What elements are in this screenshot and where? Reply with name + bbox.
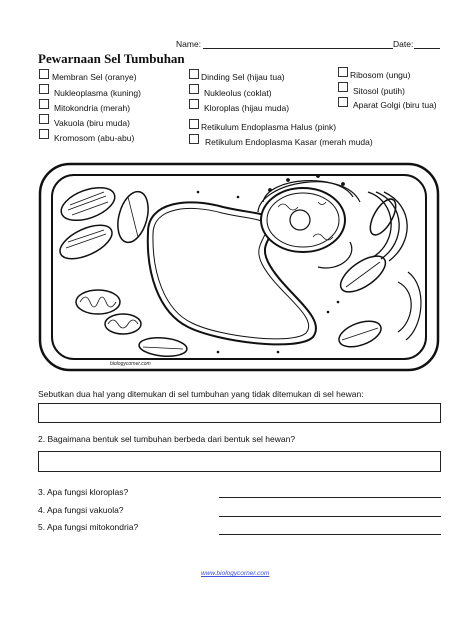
checkbox-nukleolus[interactable] — [189, 84, 199, 94]
diagram-watermark: biologycorner.com — [110, 361, 151, 367]
question-4: 4. Apa fungsi vakuola? — [38, 505, 124, 515]
legend-label: Nukleoplasma (kuning) — [54, 88, 141, 98]
checkbox-nukleoplasma[interactable] — [39, 84, 49, 94]
checkbox-dinding-sel[interactable] — [189, 69, 199, 79]
checkbox-mitokondria[interactable] — [39, 99, 49, 109]
legend-label: Sitosol (putih) — [353, 86, 405, 96]
checkbox-membran-sel[interactable] — [39, 69, 49, 79]
answer-line-3[interactable] — [219, 497, 441, 498]
question-3: 3. Apa fungsi kloroplas? — [38, 487, 129, 497]
legend-label: Retikulum Endoplasma Halus (pink) — [201, 122, 337, 132]
checkbox-re-kasar[interactable] — [189, 134, 199, 144]
question-2: 2. Bagaimana bentuk sel tumbuhan berbeda dari bentuk sel hewan? — [38, 434, 296, 444]
legend-label: Vakuola (biru muda) — [54, 118, 130, 128]
checkbox-aparat-golgi[interactable] — [338, 97, 348, 107]
legend-label: Mitokondria (merah) — [54, 103, 131, 113]
question-5: 5. Apa fungsi mitokondria? — [38, 522, 139, 532]
mitochondrion — [105, 314, 141, 334]
date-label: Date: — [393, 39, 414, 49]
checkbox-re-halus[interactable] — [189, 119, 199, 129]
legend-label: Retikulum Endoplasma Kasar (merah muda) — [205, 137, 373, 147]
date-field[interactable] — [414, 48, 440, 49]
legend-label: Nukleolus (coklat) — [204, 88, 272, 98]
nucleus — [261, 188, 345, 252]
legend-label: Kromosom (abu-abu) — [54, 133, 135, 143]
mitochondrion — [76, 290, 120, 314]
answer-box-2[interactable] — [38, 451, 441, 472]
legend-label: Aparat Golgi (biru tua) — [353, 100, 437, 110]
answer-line-4[interactable] — [219, 516, 441, 517]
checkbox-sitosol[interactable] — [338, 82, 348, 92]
checkbox-ribosom[interactable] — [338, 67, 348, 77]
name-label: Name: — [176, 39, 202, 49]
legend-label: Membran Sel (oranye) — [52, 72, 137, 82]
legend-label: Dinding Sel (hijau tua) — [201, 72, 285, 82]
checkbox-vakuola[interactable] — [39, 114, 49, 124]
footer-link[interactable]: www.biologycorner.com — [201, 570, 270, 577]
legend-label: Ribosom (ungu) — [350, 70, 411, 80]
nucleolus — [290, 210, 310, 230]
question-1: Sebutkan dua hal yang ditemukan di sel tumbuhan yang tidak ditemukan di sel hewan: — [38, 389, 364, 399]
checkbox-kloroplas[interactable] — [189, 99, 199, 109]
answer-line-5[interactable] — [219, 534, 441, 535]
page-title: Pewarnaan Sel Tumbuhan — [38, 51, 185, 66]
name-field[interactable] — [203, 48, 393, 49]
checkbox-kromosom[interactable] — [39, 129, 49, 139]
legend-label: Kloroplas (hijau muda) — [204, 103, 290, 113]
plant-cell-diagram — [38, 162, 440, 372]
answer-box-1[interactable] — [38, 403, 441, 423]
